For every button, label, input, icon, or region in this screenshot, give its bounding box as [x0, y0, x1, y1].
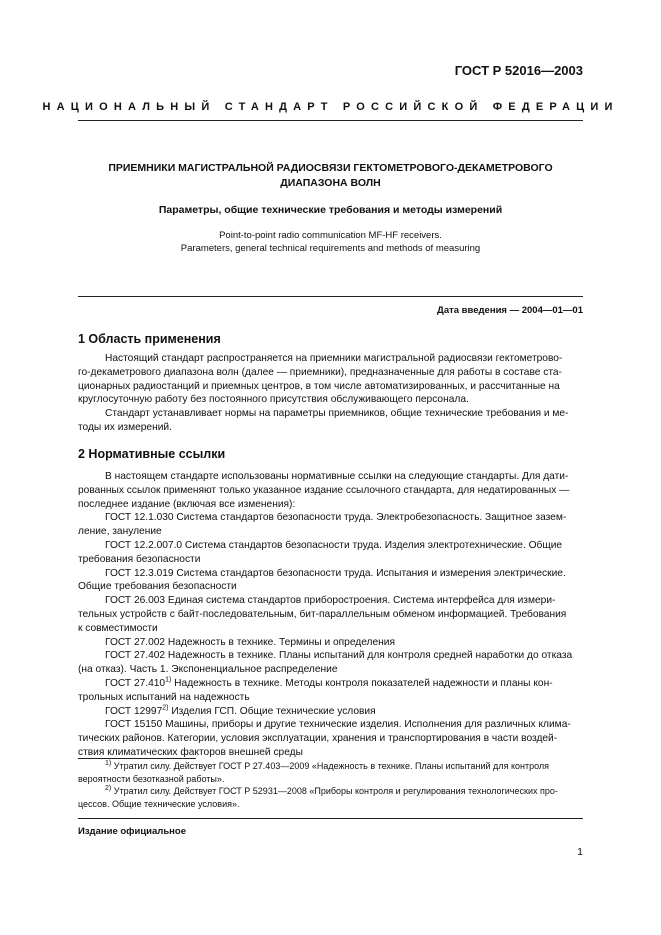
- section-2-line-text: ствия климатических факторов внешней среды: [78, 746, 303, 758]
- footnote-1-mark: 1): [105, 760, 112, 767]
- title-line-2: ДИАПАЗОНА ВОЛН: [280, 177, 381, 189]
- page-number: 1: [577, 846, 583, 858]
- footnote-1-line-1: [78, 760, 583, 773]
- section-2-line-text: ГОСТ 12.3.019 Система стандартов безопасности труда. Испытания и измерения электрические.: [105, 567, 566, 579]
- section-2-line-text: ГОСТ 27.002 Надежность в технике. Термины и определения: [105, 636, 395, 648]
- footnote-1-text: Утратил силу. Действует ГОСТ Р 27.403—2009 «Надежность в технике. Планы испытаний для контроля: [111, 761, 550, 771]
- section-1-line: Стандарт устанавливает нормы на параметры приемников, общие технические требования и ме-: [105, 408, 569, 420]
- title-line-1: ПРИЕМНИКИ МАГИСТРАЛЬНОЙ РАДИОСВЯЗИ ГЕКТОМЕТРОВОГО-ДЕКАМЕТРОВОГО: [108, 162, 553, 174]
- section-2-line: [78, 622, 583, 636]
- english-title-line-1: Point-to-point radio communication MF-HF receivers.: [219, 230, 442, 241]
- section-2-line: [78, 705, 583, 719]
- introduction-date: Дата введения — 2004—01—01: [437, 305, 583, 316]
- section-2-line-text: Общие требования безопасности: [78, 581, 237, 593]
- document-subtitle: Параметры, общие технические требования и методы измерений: [158, 204, 503, 216]
- footnote-2: [78, 785, 583, 810]
- section-2-line: [78, 553, 583, 567]
- section-2-line: [78, 580, 583, 594]
- section-2-line: [78, 525, 583, 539]
- footnote-2-mark: 2): [105, 785, 112, 792]
- section-2-line-text: требования безопасности: [78, 553, 201, 565]
- section-2-line-text: рованных ссылок применяют только указанное издание ссылочного стандарта, для недатированных —: [78, 484, 570, 496]
- section-1-line: круглосуточную работу без постоянного присутствия обслуживающего персонала.: [78, 394, 469, 406]
- section-2-line-text: ГОСТ 12.2.007.0 Система стандартов безопасности труда. Изделия электротехнические. Общие: [105, 539, 563, 551]
- section-2-body: [78, 470, 583, 760]
- section-2-line-text: тельных устройств с байт-последовательным, бит-параллельным обменом информацией. Требования: [78, 608, 567, 620]
- section-2-line: [78, 718, 583, 732]
- national-standard-heading: НАЦИОНАЛЬНЫЙ СТАНДАРТ РОССИЙСКОЙ ФЕДЕРАЦИИ: [42, 101, 619, 113]
- section-1-line: тоды их измерений.: [78, 421, 172, 433]
- section-1-line: ционарных радиостанций и приемных центров, в том числе автоматизированных, и рассчитанные на: [78, 380, 560, 392]
- footnote-divider: [78, 758, 196, 759]
- section-2-line: [78, 649, 583, 663]
- section-2-line: [78, 636, 583, 650]
- section-2-line-text: ГОСТ 15150 Машины, приборы и другие технические изделия. Исполнения для различных клима-: [105, 719, 571, 731]
- section-2-line: [78, 484, 583, 498]
- section-2-line: [78, 677, 583, 691]
- footnote-2-text: Утратил силу. Действует ГОСТ Р 52931—2008 «Приборы контроля и регулирования технологических про-: [111, 786, 558, 796]
- section-2-line-text: к совместимости: [78, 622, 158, 634]
- section-2-line-text: ГОСТ 27.402 Надежность в технике. Планы испытаний для контроля средней наработки до отказа: [105, 650, 573, 662]
- section-1-line: го-декаметрового диапазона волн (далее — приемники), предназначенные для работы в составе ста-: [78, 366, 562, 378]
- footnote-2-line-2: цессов. Общие технические условия».: [78, 798, 240, 809]
- footnote-reference: 1): [165, 676, 172, 684]
- section-2-line: [78, 470, 583, 484]
- english-title: [60, 229, 601, 255]
- section-2-heading: 2 Нормативные ссылки: [78, 447, 226, 461]
- section-1-heading: 1 Область применения: [78, 332, 221, 346]
- section-2-line-text: тических районов. Категории, условия эксплуатации, хранения и транспортирования в части воздей-: [78, 733, 558, 745]
- document-id: ГОСТ Р 52016—2003: [454, 63, 583, 78]
- section-2-line: [78, 594, 583, 608]
- section-2-line-text: ГОСТ 12997: [105, 705, 163, 717]
- section-2-line-text: Изделия ГСП. Общие технические условия: [168, 705, 376, 717]
- english-title-line-2: Parameters, general technical requirements and methods of measuring: [180, 243, 481, 254]
- section-2-line-text: ГОСТ 12.1.030 Система стандартов безопасности труда. Электробезопасность. Защитное зазем-: [105, 512, 567, 524]
- section-2-line-text: трольных испытаний на надежность: [78, 691, 250, 703]
- section-1-line: Настоящий стандарт распространяется на приемники магистральной радиосвязи гектометрово-: [105, 353, 563, 364]
- title-divider: [78, 296, 583, 297]
- section-2-line: [78, 608, 583, 622]
- section-2-line-text: Надежность в технике. Методы контроля показателей надежности и планы кон-: [171, 677, 553, 689]
- section-2-line: [78, 663, 583, 677]
- document-title: [60, 161, 601, 191]
- footer-divider: [78, 818, 583, 819]
- section-2-line: [78, 732, 583, 746]
- footnote-reference: 2): [162, 704, 169, 712]
- section-1-body: [78, 352, 583, 435]
- section-2-line: [78, 511, 583, 525]
- header-divider: [78, 120, 583, 121]
- section-2-line-text: (на отказ). Часть 1. Экспоненциальное распределение: [78, 664, 338, 676]
- section-2-line-text: ГОСТ 26.003 Единая система стандартов приборостроения. Система интерфейса для измери-: [105, 595, 556, 607]
- section-2-line: [78, 567, 583, 581]
- section-2-line-text: последнее издание (включая все изменения):: [78, 498, 296, 510]
- section-2-line-text: ление, зануление: [78, 526, 162, 538]
- footnote-2-line-1: [78, 785, 583, 798]
- section-2-line-text: В настоящем стандарте использованы нормативные ссылки на следующие стандарты. Для дати-: [105, 471, 569, 482]
- section-2-line-text: ГОСТ 27.410: [105, 677, 166, 689]
- official-edition-label: Издание официальное: [78, 826, 186, 837]
- footnote-1: [78, 760, 583, 785]
- footnote-1-line-2: вероятности безотказной работы».: [78, 773, 225, 784]
- section-2-line: [78, 691, 583, 705]
- section-2-line: [78, 539, 583, 553]
- section-2-line: [78, 498, 583, 512]
